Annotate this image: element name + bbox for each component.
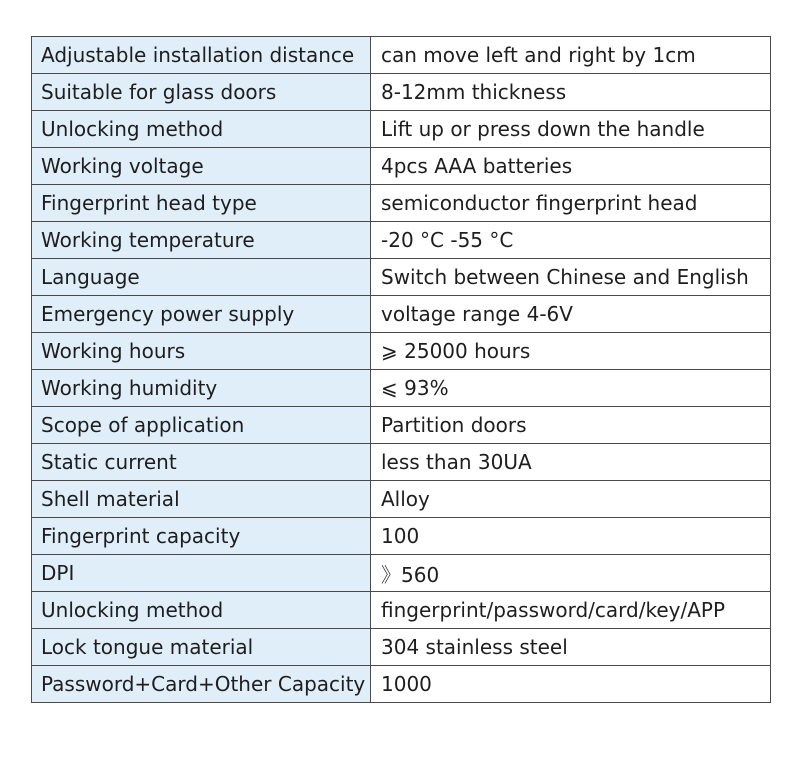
spec-table [31,36,771,703]
spec-value-cell: Switch between Chinese and English [371,259,771,296]
spec-label-cell: Adjustable installation distance [32,37,371,74]
spec-value-cell: Lift up or press down the handle [371,111,771,148]
spec-value-cell: Alloy [371,481,771,518]
spec-label-cell: Emergency power supply [32,296,371,333]
spec-label-cell: Scope of application [32,407,371,444]
spec-value-cell: voltage range 4-6V [371,296,771,333]
spec-label-cell: Fingerprint capacity [32,518,371,555]
table-row [32,629,771,666]
table-row [32,555,771,592]
spec-label-cell: Unlocking method [32,592,371,629]
spec-label-cell: Lock tongue material [32,629,371,666]
spec-value-cell: 》560 [371,555,771,592]
spec-value-cell: fingerprint/password/card/key/APP [371,592,771,629]
table-row [32,370,771,407]
spec-table-body [32,37,771,703]
spec-label-cell: Shell material [32,481,371,518]
spec-label-cell: Working voltage [32,148,371,185]
spec-value-cell: -20 °C -55 °C [371,222,771,259]
spec-value-cell: Partition doors [371,407,771,444]
table-row [32,296,771,333]
spec-label-cell: DPI [32,555,371,592]
table-row [32,37,771,74]
spec-value-cell: 8-12mm thickness [371,74,771,111]
spec-value-cell: 304 stainless steel [371,629,771,666]
table-row [32,481,771,518]
spec-value-cell: ⩽ 93% [371,370,771,407]
table-row [32,74,771,111]
spec-value-cell: 100 [371,518,771,555]
table-row [32,666,771,703]
table-row [32,333,771,370]
spec-label-cell: Fingerprint head type [32,185,371,222]
spec-label-cell: Working hours [32,333,371,370]
spec-label-cell: Static current [32,444,371,481]
spec-label-cell: Working humidity [32,370,371,407]
table-row [32,259,771,296]
table-row [32,222,771,259]
table-row [32,111,771,148]
table-row [32,185,771,222]
table-row [32,444,771,481]
spec-value-cell: 4pcs AAA batteries [371,148,771,185]
spec-value-cell: ⩾ 25000 hours [371,333,771,370]
table-row [32,407,771,444]
spec-value-cell: can move left and right by 1cm [371,37,771,74]
spec-label-cell: Unlocking method [32,111,371,148]
table-row [32,518,771,555]
spec-label-cell: Language [32,259,371,296]
spec-value-cell: semiconductor fingerprint head [371,185,771,222]
spec-label-cell: Password+Card+Other Capacity [32,666,371,703]
table-row [32,148,771,185]
table-row [32,592,771,629]
spec-value-cell: 1000 [371,666,771,703]
spec-label-cell: Working temperature [32,222,371,259]
spec-value-cell: less than 30UA [371,444,771,481]
spec-label-cell: Suitable for glass doors [32,74,371,111]
